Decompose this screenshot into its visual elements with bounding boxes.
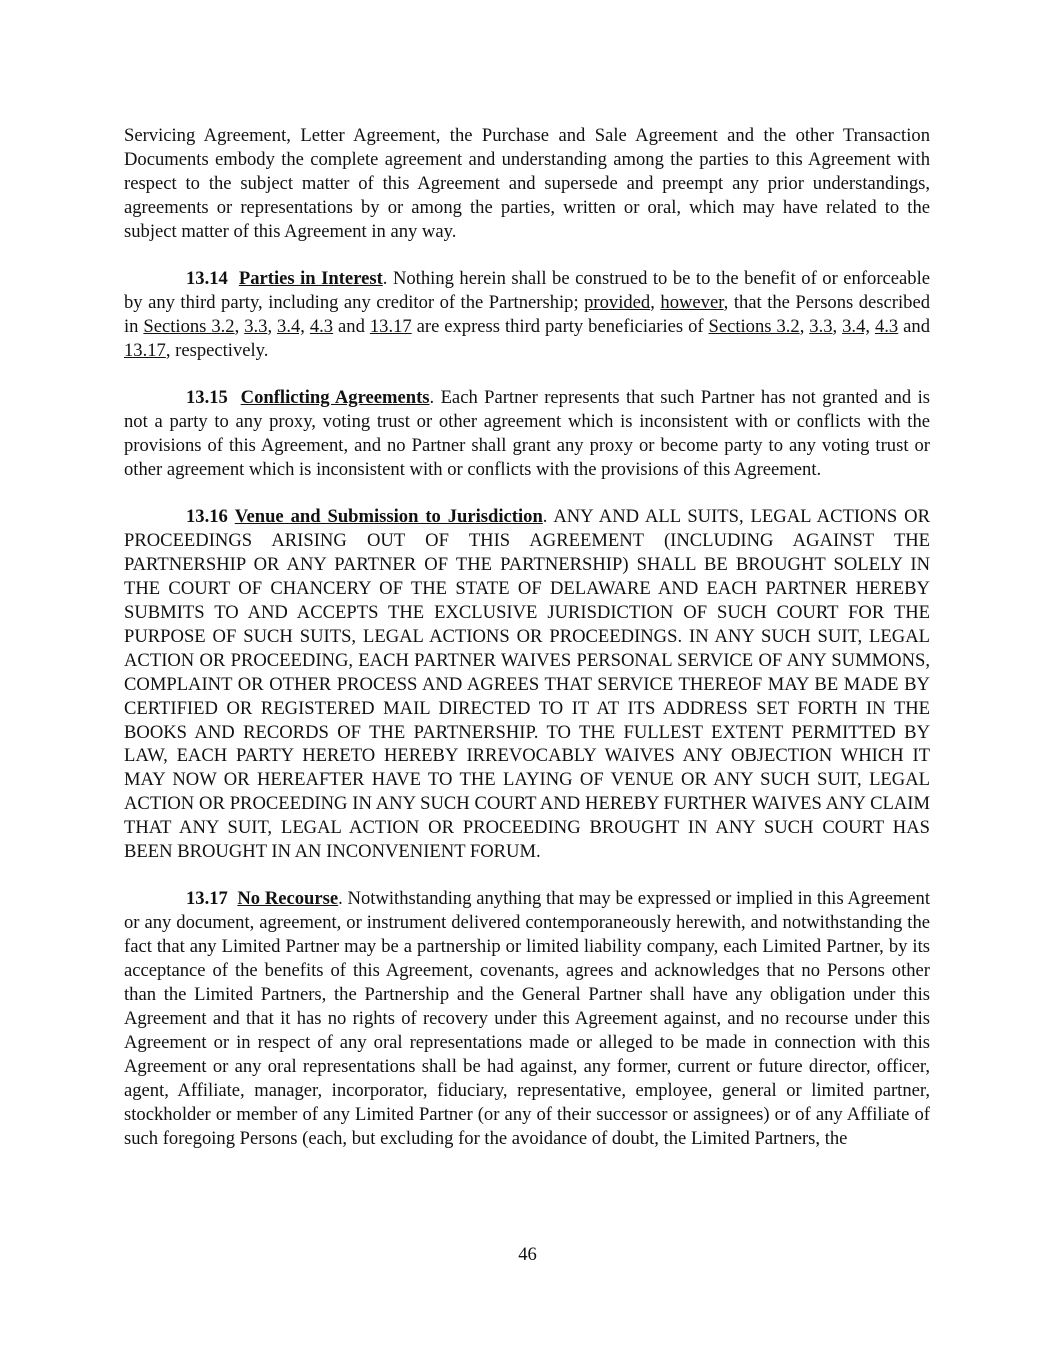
section-number: 13.17 — [186, 888, 228, 910]
section-reference: 3.3 — [809, 315, 833, 337]
section-text: . Nothing herein shall be construed to be to the benefit of or enforceable by any third party, including any creditor of the Partnership; — [124, 267, 930, 313]
section-13-17 — [124, 887, 930, 1150]
section-title: Venue and Submission to Jurisdiction — [234, 505, 543, 527]
section-reference: 13.17 — [369, 315, 412, 337]
section-text: . Each Partner represents that such Partner has not granted and is not a party to any proxy, voting trust or other agreement which is inconsistent with or conflicts with the provisions of this Agreement, and no Partner shall grant any proxy or become party to any voting trust or other agreement which is inconsistent with or conflicts with the provisions of this Agreement. — [124, 386, 931, 480]
section-reference: 3.4, — [277, 315, 305, 337]
section-text: , respectively. — [165, 339, 269, 361]
section-number: 13.14 — [186, 267, 228, 289]
section-reference: Sections 3.2 — [708, 315, 800, 337]
section-reference: Sections 3.2 — [143, 315, 235, 337]
term-provided: provided — [584, 291, 651, 313]
page-number: 46 — [518, 1244, 537, 1265]
section-title: Parties in Interest — [238, 267, 383, 289]
section-title: Conflicting Agreements — [240, 386, 430, 408]
section-reference: 13.17 — [124, 339, 166, 361]
section-title: No Recourse — [237, 888, 339, 910]
section-13-16 — [124, 505, 930, 864]
section-reference: 4.3 — [309, 315, 334, 337]
section-text: are express third party beneficiaries of — [411, 315, 709, 337]
section-number: 13.16 — [186, 505, 228, 527]
term-however: however — [660, 291, 724, 313]
section-reference: 3.4, — [842, 315, 871, 337]
section-reference: 3.3 — [244, 315, 268, 337]
section-13-14: 13.14 Parties in Interest. Nothing herein shall be construed to be to the benefit of or enforceable by any third party, including any creditor of the Partnership; provided, however, that the Persons described in Sections 3.2, 3.3, 3.4, 4.3 and 13.17 are express third party beneficiaries of Sections 3.2, 3.3, 3.4, 4.3 and 13.17, respectively. — [124, 267, 930, 361]
document-page — [124, 124, 930, 1174]
section-13-15 — [124, 386, 930, 482]
paragraph-continuation: Servicing Agreement, Letter Agreement, the Purchase and Sale Agreement and the other Transaction Documents embody the complete agreement and understanding among the parties to this Agreement with respect to the subject matter of this Agreement and supersede and preempt any prior understandings, agreements or representations by or among the parties, written or oral, which may have related to the subject matter of this Agreement in any way. — [124, 125, 930, 242]
section-text: . ANY AND ALL SUITS, LEGAL ACTIONS OR PROCEEDINGS ARISING OUT OF THIS AGREEMENT (INCLUDING AGAINST THE PARTNERSHIP OR ANY PARTNER OF THE PARTNERSHIP) SHALL BE BROUGHT SOLELY IN THE COURT OF CHANCERY OF THE STATE OF DELAWARE AND EACH PARTNER HEREBY SUBMITS TO AND ACCEPTS THE EXCLUSIVE JURISDICTION OF SUCH COURT FOR THE PURPOSE OF SUCH SUITS, LEGAL ACTIONS OR PROCEEDINGS. IN ANY SUCH SUIT, LEGAL ACTION OR PROCEEDING, EACH PARTNER WAIVES PERSONAL SERVICE OF ANY SUMMONS, COMPLAINT OR OTHER PROCESS AND AGREES THAT SERVICE THEREOF MAY BE MADE BY CERTIFIED OR REGISTERED MAIL DIRECTED TO IT AT ITS ADDRESS SET FORTH IN THE BOOKS AND RECORDS OF THE PARTNERSHIP. TO THE FULLEST EXTENT PERMITTED BY LAW, EACH PARTY HERETO HEREBY IRREVOCABLY WAIVES ANY OBJECTION WHICH IT MAY NOW OR HEREAFTER HAVE TO THE LAYING OF VENUE OR ANY SUCH SUIT, LEGAL ACTION OR PROCEEDING IN ANY SUCH COURT AND HEREBY FURTHER WAIVES ANY CLAIM THAT ANY SUIT, LEGAL ACTION OR PROCEEDING BROUGHT IN ANY SUCH COURT HAS BEEN BROUGHT IN AN INCONVENIENT FORUM. — [124, 505, 930, 863]
section-text: . Notwithstanding anything that may be expressed or implied in this Agreement or any document, agreement, or instrument delivered contemporaneously herewith, and notwithstanding the fact that any Limited Partner may be a partnership or limited liability company, each Limited Partner, by its acceptance of the benefits of this Agreement, covenants, agrees and acknowledges that no Persons other than the Limited Partners, the Partnership and the General Partner shall have any obligation under this Agreement and that it has no rights of recovery under this Agreement against, and no recourse under this Agreement or in respect of any oral representations made or alleged to be made in connection with this Agreement or any oral representations shall be had against, any former, current or future director, officer, agent, Affiliate, manager, incorporator, fiduciary, representative, employee, general or limited partner, stockholder or member of any Limited Partner (or any of their successor or assignees) or of any Affiliate of such foregoing Persons (each, but excluding for the avoidance of doubt, the Limited Partners, the — [124, 888, 931, 1149]
section-reference: 4.3 — [874, 315, 899, 337]
section-number: 13.15 — [186, 386, 228, 408]
section-text: , — [650, 291, 661, 313]
section-text: , that the Persons described in — [124, 291, 930, 337]
